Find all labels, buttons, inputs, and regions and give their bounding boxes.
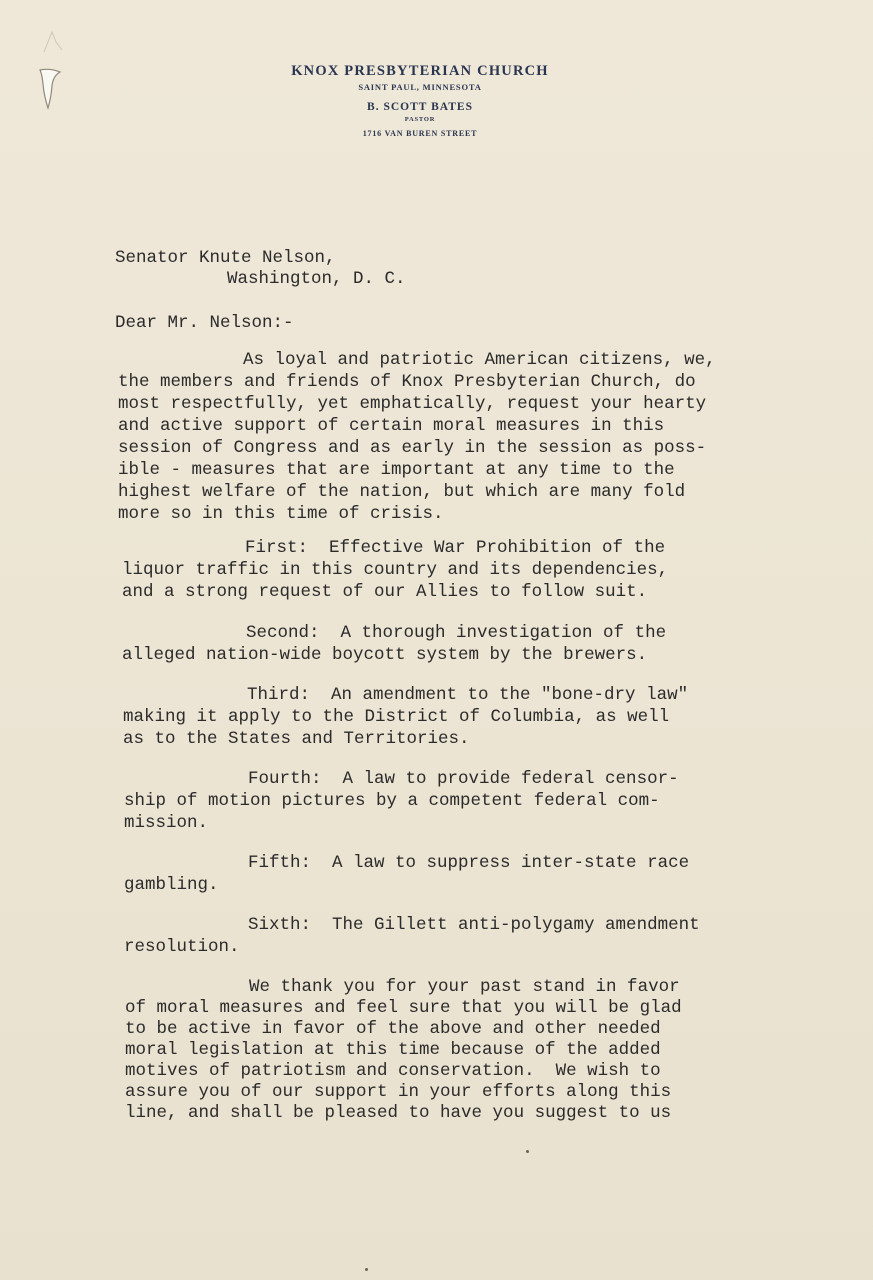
- letterhead-pastor-title: PASTOR: [404, 116, 436, 123]
- text-line: making it apply to the District of Columbia, as well: [123, 707, 670, 727]
- text-line: mission.: [124, 813, 209, 833]
- text-line: motives of patriotism and conservation. We wish to: [125, 1061, 661, 1081]
- text-line: most respectfully, yet emphatically, request your hearty: [118, 394, 707, 414]
- text-line: Fourth: A law to provide federal censor-: [248, 769, 679, 789]
- text-line: session of Congress and as early in the session as poss-: [118, 438, 707, 458]
- paragraph-closing: [125, 977, 682, 1166]
- paper-speck: [526, 1150, 529, 1153]
- paper-crease-mark: [40, 28, 70, 54]
- text-line: to be active in favor of the above and other needed: [125, 1019, 661, 1039]
- text-line: Third: An amendment to the "bone-dry law": [247, 685, 689, 705]
- text-line: highest welfare of the nation, but which are many fold: [118, 482, 686, 502]
- paper-speck: [365, 1268, 368, 1271]
- text-line: resolution.: [124, 937, 240, 957]
- text-line: Sixth: The Gillett anti-polygamy amendment: [248, 915, 700, 935]
- text-line: ship of motion pictures by a competent federal com-: [124, 791, 660, 811]
- addressee-line: Washington, D. C.: [227, 269, 406, 289]
- paper-tear-mark: [38, 66, 62, 110]
- text-line: and a strong request of our Allies to follow suit.: [122, 582, 648, 602]
- text-line: line, and shall be pleased to have you suggest to us: [125, 1103, 672, 1123]
- text-line: liquor traffic in this country and its dependencies,: [122, 560, 669, 580]
- salutation-text: Dear Mr. Nelson:-: [115, 313, 294, 333]
- text-line: alleged nation-wide boycott system by the brewers.: [122, 645, 648, 665]
- text-line: moral legislation at this time because of the added: [125, 1040, 661, 1060]
- text-line: as to the States and Territories.: [123, 729, 470, 749]
- text-line: assure you of our support in your efforts along this: [125, 1082, 672, 1102]
- addressee-line: Senator Knute Nelson,: [115, 248, 336, 268]
- text-line: and active support of certain moral measures in this: [118, 416, 665, 436]
- letterhead-address: 1716 VAN BUREN STREET: [362, 129, 478, 138]
- text-line: of moral measures and feel sure that you will be glad: [125, 998, 682, 1018]
- text-line: First: Effective War Prohibition of the: [245, 538, 666, 558]
- letterhead-church-name: KNOX PRESBYTERIAN CHURCH: [291, 63, 549, 79]
- text-line: gambling.: [124, 875, 219, 895]
- text-line: Fifth: A law to suppress inter-state race: [248, 853, 690, 873]
- letterhead-city: SAINT PAUL, MINNESOTA: [358, 82, 482, 92]
- text-line: Second: A thorough investigation of the: [246, 623, 667, 643]
- letterhead: [220, 62, 620, 141]
- text-line: ible - measures that are important at any time to the: [118, 460, 675, 480]
- text-line: We thank you for your past stand in favor: [249, 977, 680, 997]
- letterhead-pastor-name: B. SCOTT BATES: [367, 101, 473, 113]
- text-line: the members and friends of Knox Presbyterian Church, do: [118, 372, 696, 392]
- text-line: As loyal and patriotic American citizens, we,: [243, 350, 716, 370]
- text-line: more so in this time of crisis.: [118, 504, 444, 524]
